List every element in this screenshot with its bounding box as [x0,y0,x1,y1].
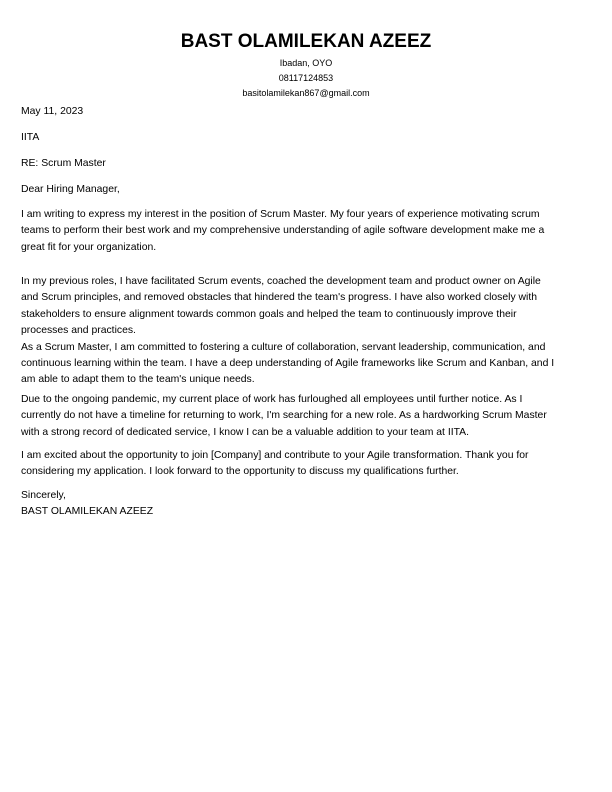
text-line: with a strong record of dedicated service, I know I can be a valuable addition to your team at IITA. [21,426,469,438]
paragraph-3 [21,392,596,441]
applicant-location: Ibadan, OYO [279,58,333,68]
text-line: teams to perform their best work and my comprehensive understanding of agile software development make me a [21,225,545,237]
paragraph-2 [21,274,596,389]
letter-date: May 11, 2023 [21,106,84,117]
text-line: As a Scrum Master, I am committed to fostering a culture of collaboration, servant leadership, communication, and [21,341,546,353]
text-line: continuous learning within the team. I have a deep understanding of Agile frameworks like Scrum and Kanban, and I [21,357,555,369]
closing-block [21,488,596,521]
text-line: I am writing to express my interest in the position of Scrum Master. My four years of experience motivating scrum [21,209,540,220]
signature-name: BAST OLAMILEKAN AZEEZ [21,506,154,518]
paragraph-1 [21,207,596,256]
text-line: and Scrum principles, and removed obstacles that hindered the team's progress. I have also worked closely with [21,292,538,304]
paragraph-4 [21,448,596,481]
applicant-email: basitolamilekan867@gmail.com [242,88,370,98]
text-line: I am excited about the opportunity to join [Company] and contribute to your Agile transformation. Thank you for [21,450,529,461]
text-line: stakeholders to ensure alignment towards common goals and helped the team to continuously improve their [21,308,517,320]
applicant-name: BAST OLAMILEKAN AZEEZ [180,31,432,52]
subject-line: RE: Scrum Master [21,158,106,169]
text-line: In my previous roles, I have facilitated Scrum events, coached the development team and product owner on Agile [21,276,541,287]
salutation: Dear Hiring Manager, [21,184,120,195]
text-line: currently do not have a timeline for returning to work, I'm searching for a new role. As a hardworking Scrum Master [21,410,547,422]
text-line: processes and practices. [21,325,136,337]
text-line: Due to the ongoing pandemic, my current place of work has furloughed all employees until further notice. As I [21,394,523,405]
text-line: considering my application. I look forward to the opportunity to discuss my qualifications further. [21,466,459,478]
recipient: IITA [21,132,40,143]
closing: Sincerely, [21,490,66,501]
text-line: am able to adapt them to the team's unique needs. [21,374,255,386]
applicant-phone: 08117124853 [278,73,334,83]
text-line: great fit for your organization. [21,241,157,253]
